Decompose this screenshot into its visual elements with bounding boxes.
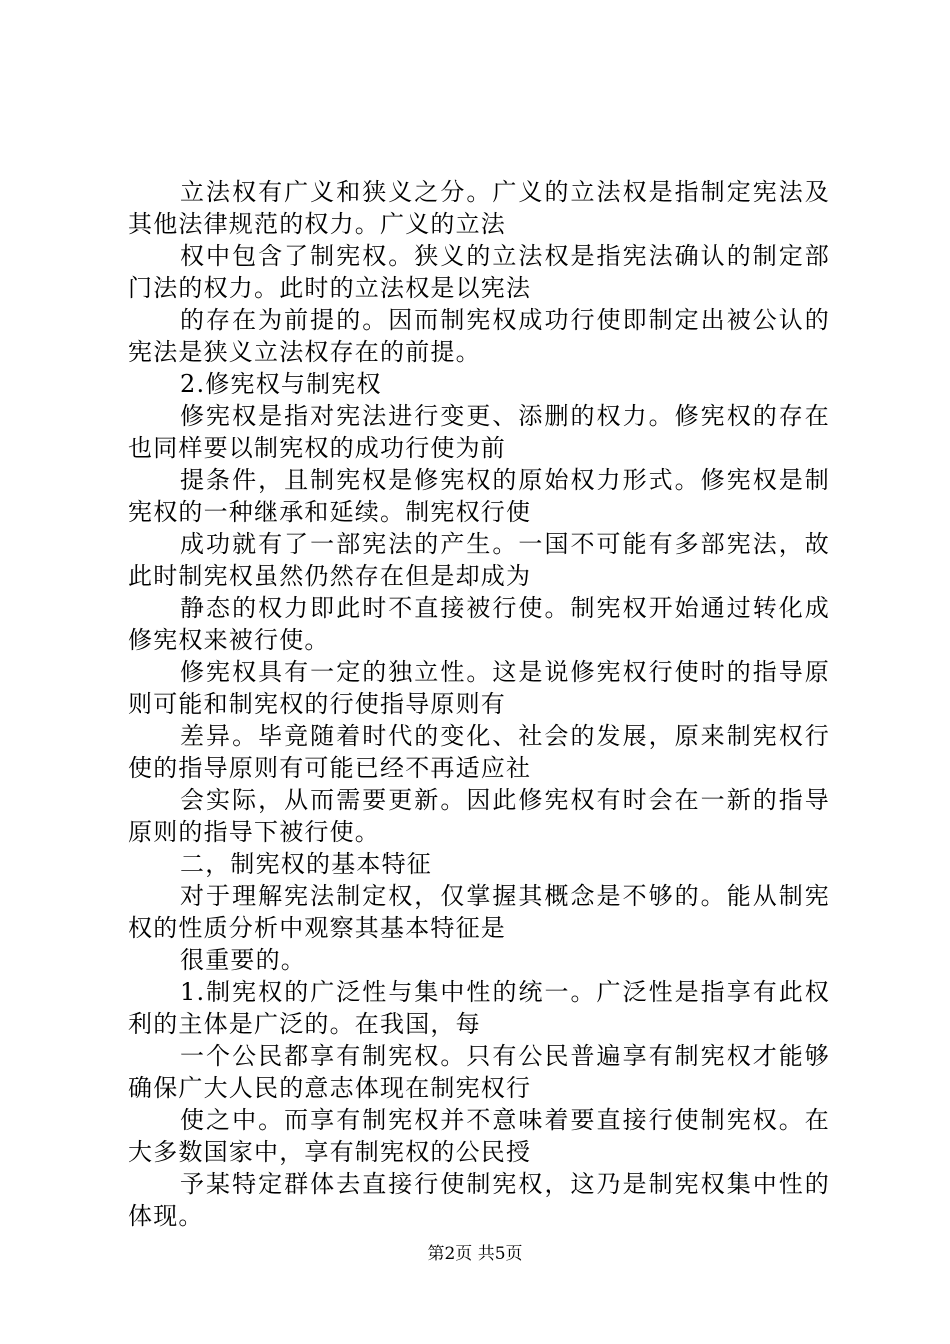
text-line: 静态的权力即此时不直接被行使。制宪权开始通过转化成 (180, 594, 830, 622)
text-line: 门法的权力。此时的立法权是以宪法 (128, 274, 532, 302)
text-line: 修宪权是指对宪法进行变更、添删的权力。修宪权的存在 (180, 402, 830, 430)
text-line: 使的指导原则有可能已经不再适应社 (128, 754, 532, 782)
text-line: 一个公民都享有制宪权。只有公民普遍享有制宪权才能够 (180, 1042, 830, 1070)
text-line: 很重要的。 (180, 946, 306, 974)
section-heading: 2.修宪权与制宪权 (180, 370, 382, 398)
text-line: 成功就有了一部宪法的产生。一国不可能有多部宪法，故 (180, 530, 830, 558)
text-line: 宪权的一种继承和延续。制宪权行使 (128, 498, 532, 526)
text-line: 使之中。而享有制宪权并不意味着要直接行使制宪权。在 (180, 1106, 830, 1134)
text-line: 权的性质分析中观察其基本特征是 (128, 914, 506, 942)
text-line: 确保广大人民的意志体现在制宪权行 (128, 1074, 532, 1102)
text-line: 也同样要以制宪权的成功行使为前 (128, 434, 506, 462)
page-number: 第2页 共5页 (427, 1244, 523, 1264)
text-line: 立法权有广义和狭义之分。广义的立法权是指制定宪法及 (180, 178, 830, 206)
text-line: 的存在为前提的。因而制宪权成功行使即制定出被公认的 (180, 306, 830, 334)
text-line: 权中包含了制宪权。狭义的立法权是指宪法确认的制定部 (180, 242, 830, 270)
section-heading: 二，制宪权的基本特征 (180, 850, 432, 878)
text-line: 修宪权具有一定的独立性。这是说修宪权行使时的指导原 (180, 658, 830, 686)
text-line: 此时制宪权虽然仍然存在但是却成为 (128, 562, 532, 590)
text-line: 予某特定群体去直接行使制宪权，这乃是制宪权集中性的 (180, 1170, 830, 1198)
text-line: 体现。 (128, 1202, 204, 1230)
text-line: 修宪权来被行使。 (128, 626, 330, 654)
text-line: 会实际，从而需要更新。因此修宪权有时会在一新的指导 (180, 786, 830, 814)
text-line: 其他法律规范的权力。广义的立法 (128, 210, 506, 238)
text-line: 1.制宪权的广泛性与集中性的统一。广泛性是指享有此权 (180, 978, 830, 1006)
text-line: 提条件，且制宪权是修宪权的原始权力形式。修宪权是制 (180, 466, 830, 494)
text-line: 大多数国家中，享有制宪权的公民授 (128, 1138, 532, 1166)
text-line: 差异。毕竟随着时代的变化、社会的发展，原来制宪权行 (180, 722, 830, 750)
text-line: 对于理解宪法制定权，仅掌握其概念是不够的。能从制宪 (180, 882, 830, 910)
text-line: 原则的指导下被行使。 (128, 818, 380, 846)
text-line: 宪法是狭义立法权存在的前提。 (128, 338, 481, 366)
text-line: 利的主体是广泛的。在我国，每 (128, 1010, 481, 1038)
text-line: 则可能和制宪权的行使指导原则有 (128, 690, 506, 718)
